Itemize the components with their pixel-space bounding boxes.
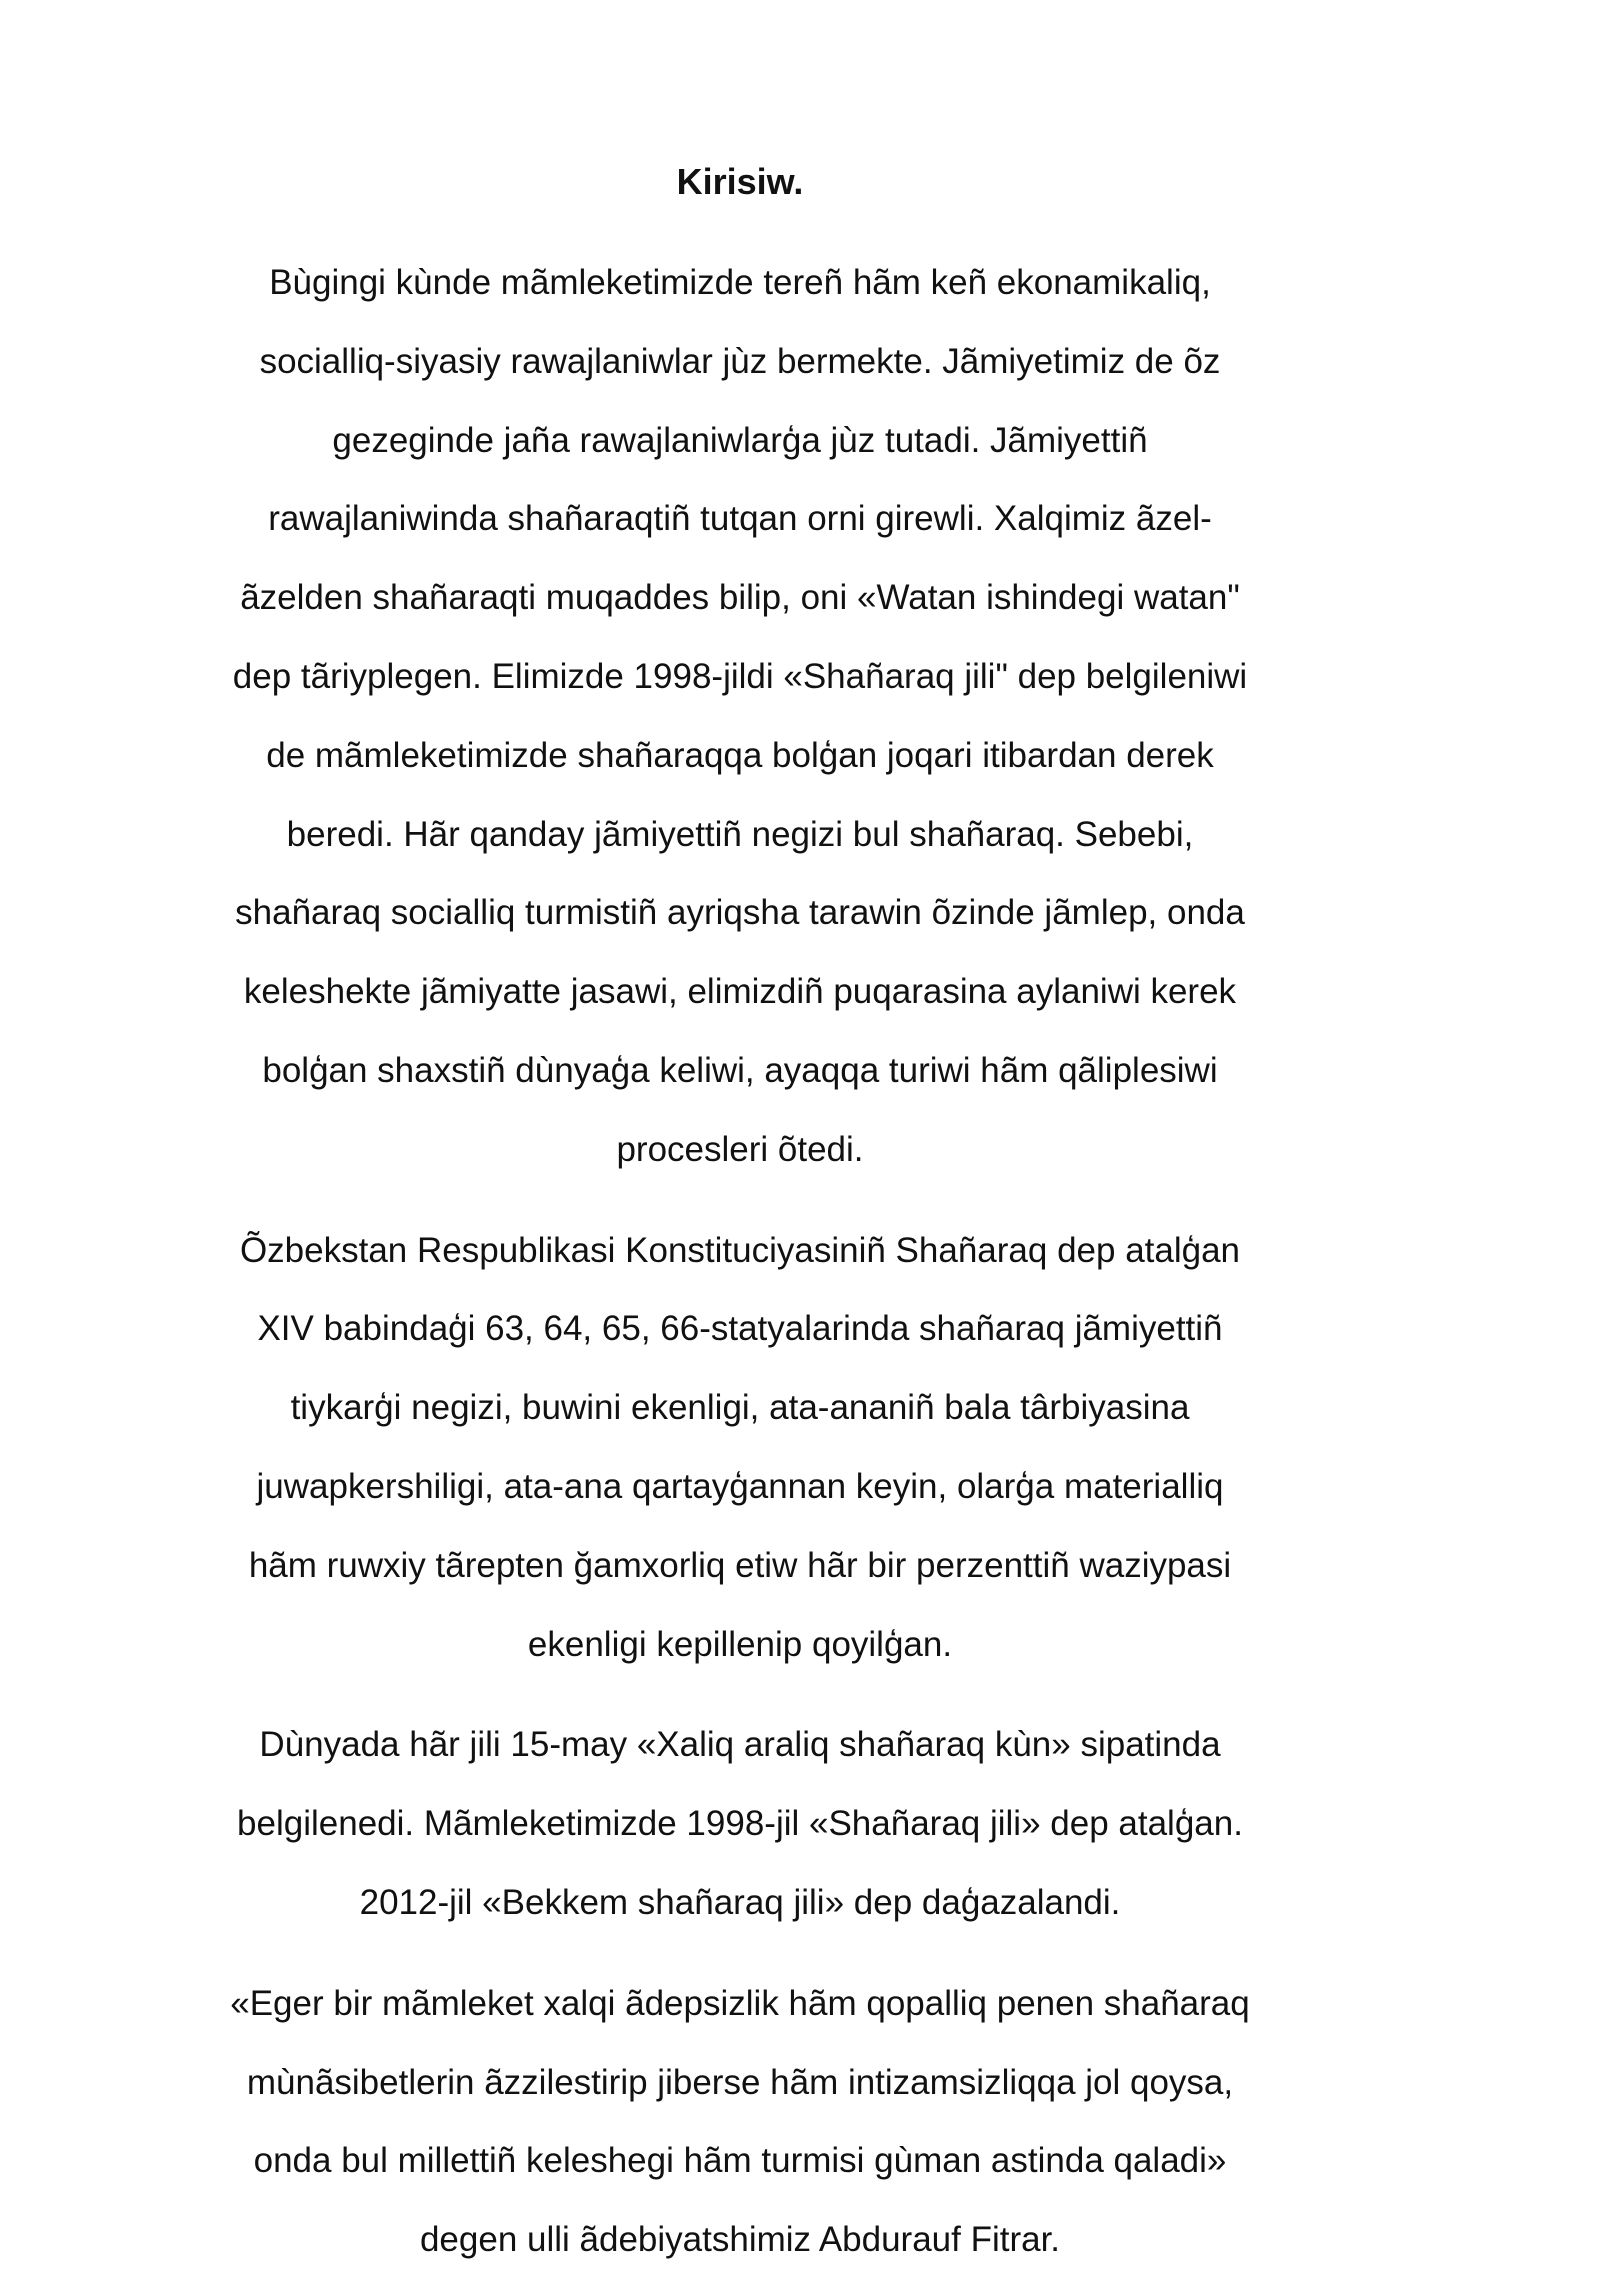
paragraph-1: Bùgingi kùnde mãmleketimizde tereñ hãm keñ ekonamikaliq, socialliq-siyasiy rawajlaniwlar jùz bermekte. Jãmiyetimiz de õz gezeginde jaña rawajlaniwlarģa jùz tutadi. Jãmiyettiñ rawajlaniwinda shañaraqtiñ tutqan orni girewli. Xalqimiz ãzel-ãzelden shañaraqti muqaddes bilip, oni «Watan ishindegi watan" dep tãriyplegen. Elimizde 1998-jildi «Shañaraq jili" dep belgileniwi de mãmleketimizde shañaraqqa bolģan joqari itibardan derek beredi. Hãr qanday jãmiyettiñ negizi bul shañaraq. Sebebi, shañaraq socialliq turmistiñ ayriqsha tarawin õzinde jãmlep, onda keleshekte jãmiyatte jasawi, elimizdiñ puqarasina aylaniwi kerek bolģan shaxstiñ dùnyaģa keliwi, ayaqqa turiwi hãm qãliplesiwi procesleri õtedi. <box>232 263 1248 1169</box>
paragraph-4: «Eger bir mãmleket xalqi ãdepsizlik hãm qopalliq penen shañaraq mùnãsibetlerin ãzzilestirip jiberse hãm intizamsizliqqa jol qoysa, onda bul millettiñ keleshegi hãm turmisi gùman astinda qaladi» degen ulli ãdebiyatshimiz Abdurauf Fitrar. <box>230 1983 1250 2260</box>
paragraph-3: Dùnyada hãr jili 15-may «Xaliq araliq shañaraq kùn» sipatinda belgilenedi. Mãmleketimizde 1998-jil «Shañaraq jili» dep atalģan. 2012-jil «Bekkem shañaraq jili» dep daģazalandi. <box>237 1725 1243 1922</box>
paragraph-2: Õzbekstan Respublikasi Konstituciyasiniñ Shañaraq dep atalģan XIV babindaģi 63, 64, 65, 66-statyalarinda shañaraq jãmiyettiñ tiykarģi negizi, buwini ekenligi, ata-ananiñ bala târbiyasina juwapkershiligi, ata-ana qartayģannan keyin, olarģa materialliq hãm ruwxiy tãrepten ğamxorliq etiw hãr bir perzenttiñ waziypasi ekenligi kepillenip qoyilģan. <box>239 1230 1241 1664</box>
document-page <box>225 150 1255 2280</box>
document-title: Kirisiw. <box>676 161 804 202</box>
